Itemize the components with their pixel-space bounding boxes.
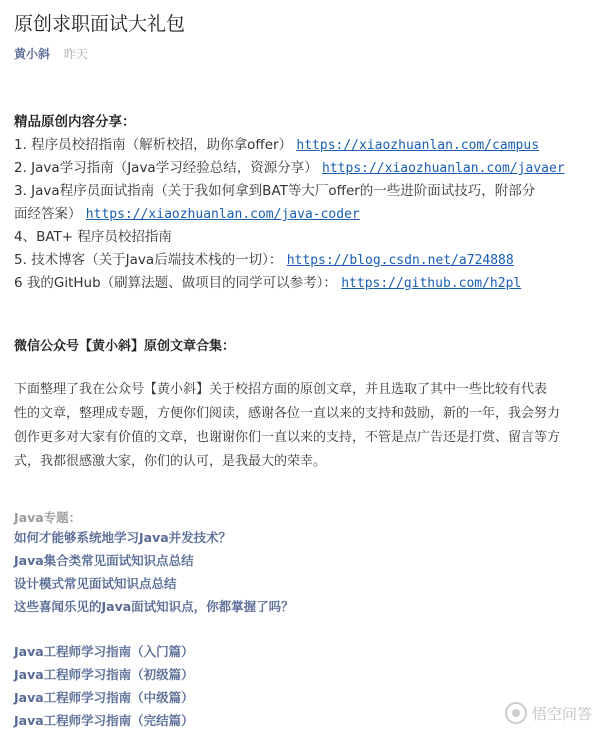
article-link-guide-final[interactable]: Java工程师学习指南（完结篇） [14, 713, 194, 728]
share-item [14, 157, 590, 180]
java-article-list [14, 526, 294, 618]
share-item [14, 180, 590, 203]
article-title: 原创求职面试大礼包 [14, 13, 186, 35]
article-link-guide-junior[interactable]: Java工程师学习指南（初级篇） [14, 667, 194, 682]
share-heading: 精品原创内容分享： [14, 114, 136, 130]
campus-link[interactable]: https://xiaozhuanlan.com/campus [296, 138, 540, 153]
share-item [14, 226, 590, 249]
share-section [14, 111, 590, 295]
paragraph-line: 下面整理了我在公众号【黄小斜】关于校招方面的原创文章，并且选取了其中一些比较有代表 [14, 382, 548, 397]
share-item-text: 1. 程序员校招指南（解析校招，助你拿offer） [14, 137, 293, 153]
share-item [14, 203, 590, 226]
article-link-guide-intermediate[interactable]: Java工程师学习指南（中级篇） [14, 690, 194, 705]
share-item-text: 6 我的GitHub（刷算法题、做项目的同学可以参考）： [14, 275, 337, 291]
author-link[interactable]: 黄小斜 [14, 47, 51, 61]
article-link-collections[interactable]: Java集合类常见面试知识点总结 [14, 553, 194, 568]
article-link-interview-points[interactable]: 这些喜闻乐见的Java面试知识点，你都掌握了吗？ [14, 599, 294, 614]
publish-date: 昨天 [63, 47, 88, 61]
java-coder-link[interactable]: https://xiaozhuanlan.com/java-coder [85, 207, 360, 222]
javaer-link[interactable]: https://xiaozhuanlan.com/javaer [322, 161, 565, 176]
share-item [14, 134, 590, 157]
paragraph-line: 创作更多对大家有价值的文章，也谢谢你们一直以来的支持，不管是点广告还是打赏、留言等方 [14, 430, 561, 445]
share-item-text: 4、BAT+ 程序员校招指南 [14, 229, 172, 245]
paragraph-line: 性的文章，整理成专题，方便你们阅读，感谢各位一直以来的支持和鼓励，新的一年，我会努力 [14, 406, 561, 421]
share-item-text: 面经答案） [14, 206, 82, 222]
share-item-text: 3. Java程序员面试指南（关于我如何拿到BAT等大厂offer的一些进阶面试技巧，附部分 [14, 183, 536, 199]
collection-heading: 微信公众号【黄小斜】原创文章合集： [14, 339, 236, 354]
article-link-design-patterns[interactable]: 设计模式常见面试知识点总结 [14, 576, 177, 591]
guide-article-list [14, 640, 194, 730]
csdn-blog-link[interactable]: https://blog.csdn.net/a724888 [286, 253, 514, 268]
article-meta [14, 45, 88, 62]
paragraph-line: 式，我都很感激大家，你们的认可，是我最大的荣幸。 [14, 454, 327, 469]
github-link[interactable]: https://github.com/h2pl [341, 276, 522, 291]
share-item [14, 249, 590, 272]
share-item-text: 5. 技术博客（关于Java后端技术栈的一切）： [14, 252, 283, 268]
java-topic-label: Java专题： [14, 510, 82, 525]
share-item [14, 272, 590, 295]
article-link-guide-intro[interactable]: Java工程师学习指南（入门篇） [14, 644, 194, 659]
wukong-logo-icon [505, 702, 527, 724]
article-link-concurrency[interactable]: 如何才能够系统地学习Java并发技术？ [14, 530, 232, 545]
watermark-text: 悟空问答 [531, 704, 592, 723]
collection-paragraph [14, 378, 588, 474]
watermark [505, 702, 592, 724]
share-item-text: 2. Java学习指南（Java学习经验总结，资源分享） [14, 160, 318, 176]
